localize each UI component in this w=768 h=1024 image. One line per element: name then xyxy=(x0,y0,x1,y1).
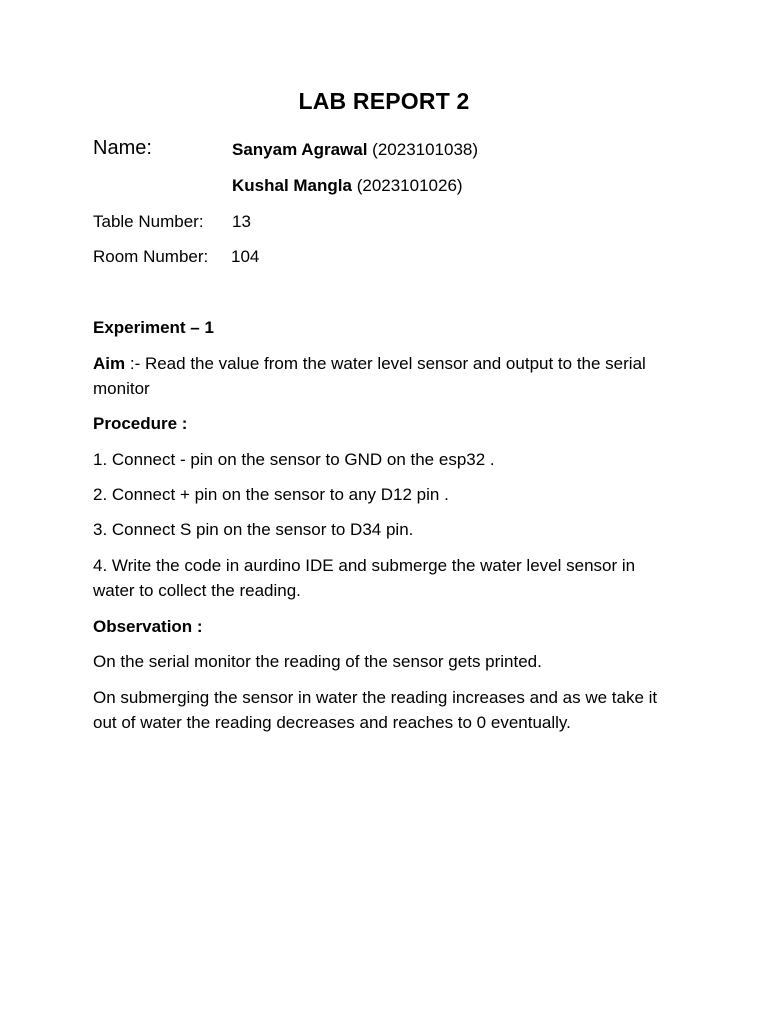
procedure-step-4: 4. Write the code in aurdino IDE and submerge the water level sensor in water to collect the reading. xyxy=(93,556,636,600)
member-1 xyxy=(232,137,478,163)
table-number-value: 13 xyxy=(232,212,251,231)
room-number-value: 104 xyxy=(231,247,260,266)
experiment-heading-text: Experiment – 1 xyxy=(93,318,214,337)
member-1-name: Sanyam Agrawal xyxy=(232,140,368,159)
procedure-step-2: 2. Connect + pin on the sensor to any D12 pin . xyxy=(93,485,449,504)
table-number-label: Table Number: xyxy=(93,212,204,231)
observation-1: On the serial monitor the reading of the sensor gets printed. xyxy=(93,652,542,671)
observation-heading-text: Observation : xyxy=(93,617,203,636)
report-title: LAB REPORT 2 xyxy=(298,88,470,114)
procedure-step-1: 1. Connect - pin on the sensor to GND on the esp32 . xyxy=(93,450,495,469)
member-2-id: (2023101026) xyxy=(356,176,463,195)
aim-paragraph xyxy=(93,351,673,401)
room-number-label: Room Number: xyxy=(93,247,209,266)
observation-2: On submerging the sensor in water the reading increases and as we take it out of water the reading decreases and reaches to 0 eventually. xyxy=(93,688,658,732)
member-2 xyxy=(232,173,463,199)
member-1-id: (2023101038) xyxy=(372,140,479,159)
name-label: Name: xyxy=(93,137,152,159)
observation-heading xyxy=(93,614,203,640)
member-2-name: Kushal Mangla xyxy=(232,176,352,195)
aim-label: Aim xyxy=(93,354,126,373)
procedure-heading xyxy=(93,411,187,437)
aim-text: :- Read the value from the water level sensor and output to the serial monitor xyxy=(93,354,646,398)
procedure-heading-text: Procedure : xyxy=(93,414,188,433)
procedure-step-3: 3. Connect S pin on the sensor to D34 pin. xyxy=(93,520,414,539)
experiment-heading xyxy=(93,315,214,341)
